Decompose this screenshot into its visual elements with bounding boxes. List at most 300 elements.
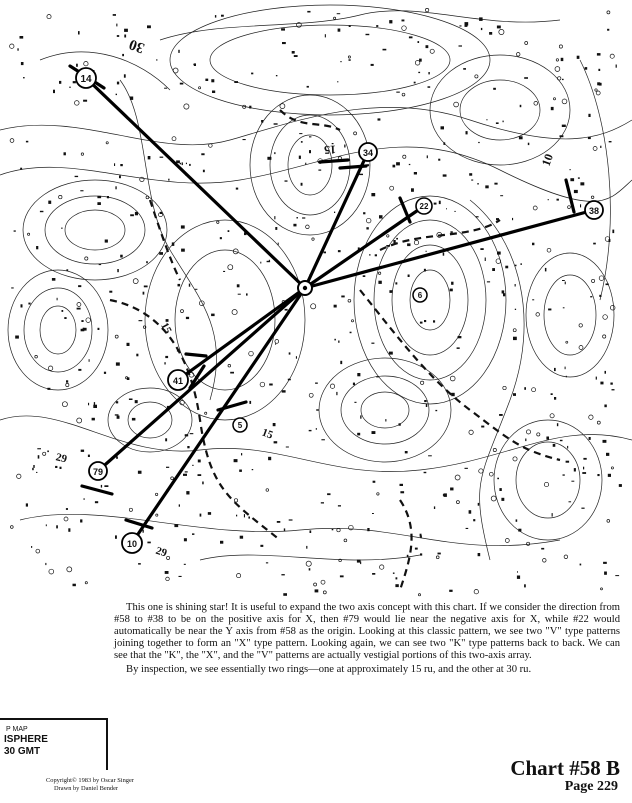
station-mark [61,228,62,229]
station-mark [465,24,468,27]
station-mark [600,146,601,148]
station-mark [357,433,360,436]
station-circle [311,304,316,309]
station-mark [393,165,396,168]
station-mark [117,82,119,85]
station-mark [260,262,261,264]
station-mark [363,275,366,277]
station-mark [395,584,398,587]
station-mark [21,304,23,307]
station-mark [36,472,37,473]
station-mark [136,354,138,357]
station-circle [47,15,51,19]
station-circle [550,414,554,418]
station-mark [168,179,169,181]
station-mark [117,416,120,419]
station-mark [372,513,374,514]
station-mark [560,135,564,137]
station-mark [612,389,615,390]
station-mark [371,343,374,344]
station-mark [497,26,501,29]
station-mark [565,282,566,285]
station-circle [610,305,615,310]
legend-line-3: 30 GMT [4,746,41,757]
station-circle [516,53,520,57]
station-mark [604,572,607,575]
station-circle [85,257,88,260]
copyright-block [46,777,186,793]
station-mark [566,376,567,378]
legend-line-1: P MAP [6,726,28,733]
station-mark [604,405,606,408]
station-mark [499,488,501,491]
station-mark [324,252,327,254]
station-mark [309,430,312,431]
station-node-22 [416,198,432,214]
station-mark [182,162,183,165]
station-mark [203,170,205,173]
station-mark [597,53,601,56]
station-mark [274,216,275,219]
station-mark [252,469,254,470]
station-mark [369,254,370,256]
station-mark [477,183,479,184]
station-mark [57,298,58,301]
station-mark [15,336,19,339]
station-mark [120,164,123,166]
station-mark [47,388,50,390]
station-mark [147,542,150,544]
station-circle [28,233,30,235]
station-mark [360,415,361,418]
station-mark [577,56,580,59]
station-mark [409,164,411,165]
station-circle [172,137,176,141]
station-mark [143,292,145,295]
station-mark [350,332,352,334]
station-circle [455,475,460,480]
ring-tick-mark [82,486,112,494]
station-mark [505,266,508,269]
station-mark [160,157,164,158]
station-mark [515,309,516,310]
station-mark [75,176,79,177]
station-mark [450,289,453,292]
station-mark [428,455,432,456]
station-circle [59,195,62,198]
station-mark [69,87,70,88]
station-mark [379,215,383,218]
station-mark [433,320,435,322]
station-circle [579,324,582,327]
station-mark [598,69,600,71]
station-circle [314,583,317,586]
station-circle [10,139,14,143]
station-mark [596,377,597,380]
station-circle [415,61,420,66]
station-mark [192,533,194,535]
station-mark [503,121,504,123]
station-circle [403,155,406,158]
station-mark [249,106,251,109]
station-circle [156,514,158,516]
station-mark [439,201,441,204]
station-mark [306,546,307,549]
station-mark [434,506,435,509]
station-circle [351,320,353,322]
station-mark [181,225,185,228]
station-circle [402,26,407,31]
station-mark [148,156,151,159]
station-mark [334,339,336,341]
svg-text:38: 38 [588,206,600,216]
station-mark [580,182,584,185]
station-mark [269,260,270,261]
station-circle [436,556,439,559]
station-mark [565,367,566,370]
station-mark [402,20,405,22]
station-mark [532,243,534,246]
station-mark [275,227,277,230]
station-circle [146,196,149,199]
station-mark [220,237,222,239]
station-mark [184,564,186,565]
svg-text:79: 79 [92,467,104,477]
station-mark [116,401,118,403]
station-mark [480,248,483,250]
station-mark [95,501,98,503]
station-circle [456,501,459,504]
station-circle [228,265,233,270]
svg-text:14: 14 [80,74,92,85]
station-mark [281,574,284,575]
station-mark [451,282,453,285]
station-circle [35,355,38,358]
station-mark [105,240,108,243]
station-mark [119,176,121,179]
station-circle [205,412,207,414]
station-circle [568,206,571,209]
station-mark [486,119,487,120]
station-mark [275,343,276,344]
station-mark [344,145,345,148]
station-circle [601,588,603,590]
station-mark [378,281,381,284]
chart-title: Chart #58 B [510,756,620,780]
station-mark [589,437,591,440]
station-mark [580,564,582,566]
station-mark [517,571,518,572]
station-mark [557,423,558,426]
station-circle [610,54,614,58]
station-mark [64,317,66,319]
station-circle [559,45,562,48]
station-circle [306,225,310,229]
label-mid-low: 15 [260,426,275,442]
station-mark [449,590,452,592]
station-mark [201,153,204,155]
caption-paragraph-2: By inspection, we see essentially two rings—one at approximately 15 ru, and the other at 30 ru. [126,664,532,676]
station-mark [525,439,526,442]
station-mark [478,503,480,506]
station-mark [244,514,245,517]
station-mark [418,41,420,43]
station-mark [599,295,601,297]
station-mark [285,180,288,181]
station-circle [66,383,69,386]
station-mark [435,410,437,411]
station-circle [603,335,606,338]
station-mark [481,28,482,30]
station-circle [533,206,537,210]
station-circle [166,577,170,581]
station-circle [266,489,269,492]
station-mark [267,261,271,262]
station-mark [269,384,273,386]
station-circle [566,341,568,343]
station-mark [360,562,361,565]
station-mark [138,471,142,474]
station-mark [499,414,503,416]
station-mark [415,548,418,550]
station-circle [209,144,213,148]
station-circle [129,508,132,511]
station-mark [83,328,85,330]
station-mark [574,190,578,193]
station-mark [478,142,480,143]
station-mark [371,64,374,66]
station-circle [234,499,237,502]
station-mark [113,14,116,16]
station-mark [378,118,381,120]
svg-text:41: 41 [172,376,184,386]
station-mark [73,81,76,83]
station-mark [386,245,390,247]
station-mark [315,589,319,592]
station-mark [243,139,246,140]
station-mark [307,86,309,88]
station-mark [554,397,556,400]
station-mark [325,34,326,37]
station-circle [126,377,128,379]
station-mark [469,510,472,514]
station-mark [200,514,202,517]
station-mark [446,208,447,209]
station-mark [408,275,410,278]
station-mark [353,383,355,386]
station-mark [212,91,215,94]
station-circle [597,421,600,424]
station-mark [187,446,189,448]
station-mark [56,525,58,528]
station-mark [189,284,190,287]
station-mark [459,45,463,46]
station-mark [532,299,534,300]
svg-text:22: 22 [419,202,429,211]
station-mark [292,51,295,54]
station-mark [563,307,565,308]
station-mark [68,528,70,532]
station-mark [48,201,51,204]
station-mark [553,444,556,447]
station-mark [115,414,119,415]
ring-tick-mark [186,354,206,356]
station-mark [248,517,250,519]
station-mark [246,293,248,295]
station-mark [309,150,311,153]
station-mark [570,178,574,181]
station-circle [418,594,420,596]
station-circle [547,248,551,252]
station-mark [286,447,289,448]
station-circle [10,526,13,529]
station-mark [426,45,429,48]
station-circle [85,582,87,584]
station-mark [73,584,76,587]
station-mark [237,284,240,287]
station-circle [564,555,568,559]
station-mark [443,253,445,256]
station-circle [491,496,496,501]
svg-text:10: 10 [126,539,138,549]
station-circle [475,75,478,78]
station-mark [473,519,475,521]
station-mark [307,11,310,13]
station-mark [277,521,281,523]
hub-station-58 [298,281,312,295]
station-mark [593,243,596,245]
station-mark [184,538,187,541]
station-mark [38,455,40,458]
station-mark [80,519,82,522]
station-mark [434,203,437,205]
station-mark [261,120,263,123]
station-mark [367,528,369,531]
station-circle [337,528,340,531]
station-mark [315,383,318,384]
station-mark [492,268,495,271]
station-mark [354,402,356,403]
station-circle [430,49,434,53]
station-mark [107,196,109,198]
station-mark [545,268,547,272]
station-mark [546,437,549,440]
station-mark [305,163,306,165]
station-mark [185,434,189,436]
station-mark [89,359,90,362]
station-circle [62,402,67,407]
station-circle [527,542,530,545]
station-mark [132,418,136,421]
drawn-by-text: Drawn by Daniel Bender [54,785,119,792]
station-mark [465,468,468,469]
station-mark [37,448,41,449]
station-circle [505,539,509,543]
station-circle [607,11,610,14]
station-mark [444,493,447,497]
station-mark [301,141,303,143]
station-mark [366,34,370,35]
station-mark [236,515,237,517]
station-mark [53,90,55,93]
station-circle [249,351,254,356]
station-mark [223,271,225,272]
station-circle [84,62,88,66]
station-circle [493,448,496,451]
station-mark [407,555,409,558]
station-circle [309,393,313,397]
station-mark [334,305,337,308]
station-mark [47,451,49,453]
station-circle [553,98,555,100]
ring-tick-mark [218,402,246,410]
station-circle [321,580,325,584]
station-mark [76,64,78,67]
station-circle [86,318,91,323]
station-mark [603,440,607,443]
station-circle [592,279,595,282]
station-circle [48,366,52,370]
station-mark [517,576,520,579]
station-circle [420,381,423,384]
station-mark [562,79,564,80]
station-mark [485,185,488,188]
station-mark [588,114,590,117]
station-mark [396,238,398,240]
station-mark [267,157,271,160]
station-node-34 [359,143,377,161]
station-mark [241,453,242,455]
station-mark [372,573,375,575]
station-mark [238,294,241,295]
station-mark [581,508,584,509]
station-mark [310,530,312,533]
station-mark [338,29,341,32]
station-mark [561,58,564,61]
station-mark [309,136,311,137]
station-mark [189,164,191,166]
station-mark [336,392,337,395]
station-mark [117,35,119,37]
station-circle [562,99,567,104]
station-mark [463,68,466,70]
station-circle [312,238,314,240]
station-circle [260,382,265,387]
station-mark [476,216,479,217]
station-mark [585,67,588,70]
station-mark [359,174,363,175]
station-mark [411,188,414,192]
station-mark [260,545,263,547]
station-circle [167,556,170,559]
station-circle [378,272,380,274]
station-mark [580,204,581,207]
station-mark [560,440,563,441]
station-mark [420,553,422,555]
station-mark [512,218,513,220]
station-mark [466,131,468,134]
station-mark [26,503,28,506]
station-circle [133,279,138,284]
station-mark [424,400,427,402]
station-mark [420,322,423,324]
label-left-mid: 15 [158,320,174,336]
station-circle [390,186,394,190]
station-mark [97,202,101,205]
station-node-6 [413,288,427,302]
station-mark [551,393,553,395]
station-circle [387,235,389,237]
